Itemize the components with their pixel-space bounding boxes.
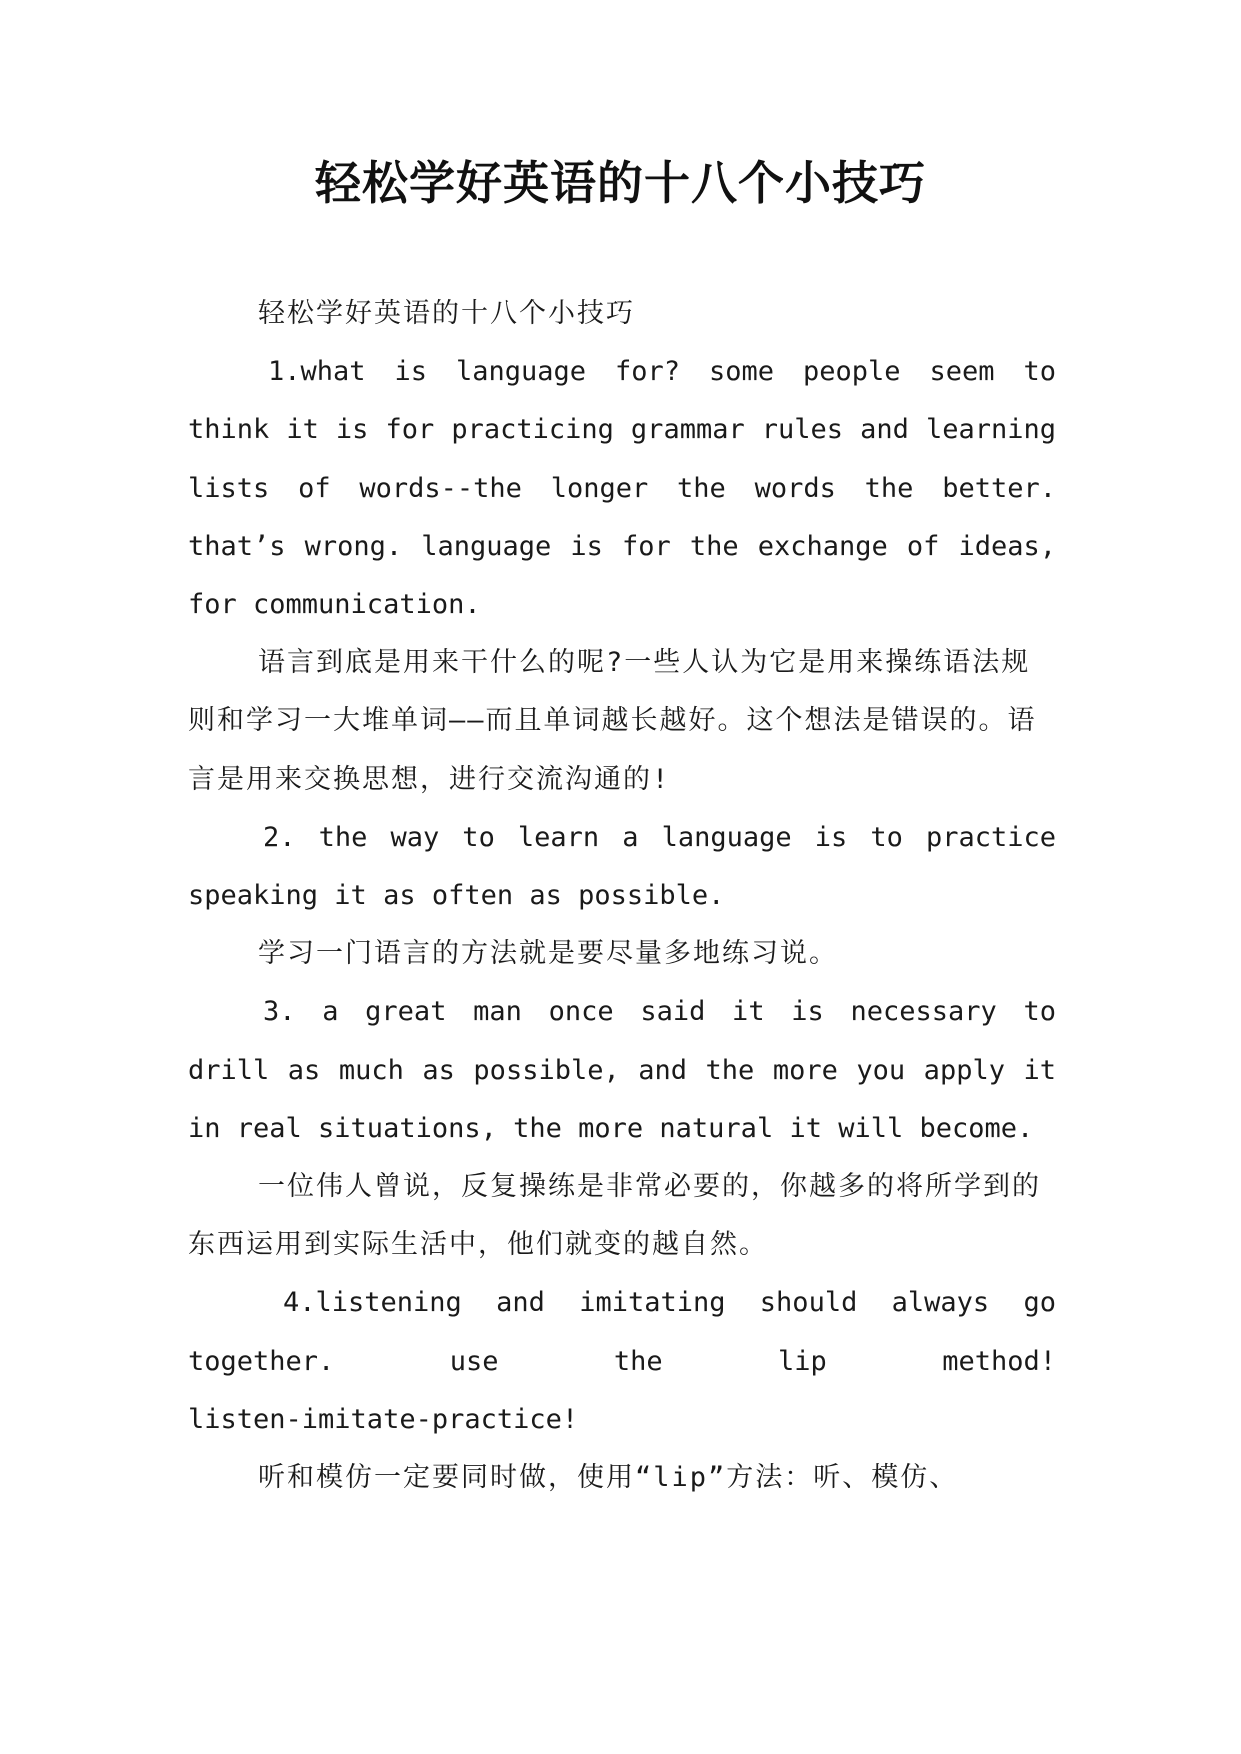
tip-3-chinese: 一位伟人曾说，反复操练是非常必要的，你越多的将所学到的东西运用到实际生活中，他们就变的越自然。 <box>188 1171 1041 1261</box>
tip-1-english: 1.what is language for? some people seem to think it is for practicing grammar rules and learning lists of words--the longer the words the better. that’s wrong. language is for the exchange of ideas, for communication. <box>188 356 1056 621</box>
document-title: 轻松学好英语的十八个小技巧 <box>315 156 926 210</box>
tip-2-english: 2. the way to learn a language is to practice speaking it as often as possible. <box>188 821 1056 912</box>
tip-4-chinese: 听和模仿一定要同时做，使用“lip”方法：听、模仿、 <box>258 1462 959 1494</box>
tip-2-chinese: 学习一门语言的方法就是要尽量多地练习说。 <box>258 938 838 970</box>
document-subtitle: 轻松学好英语的十八个小技巧 <box>258 298 635 329</box>
document-body <box>188 285 1056 1507</box>
tip-3-english: 3. a great man once said it is necessary to drill as much as possible, and the more you apply it in real situations, the more natural it will become. <box>188 996 1056 1144</box>
tip-4-english-cont: listen-imitate-practice! <box>188 1403 579 1435</box>
tip-4-english-line: 4.listening and imitating should always go together. use the lip method! <box>188 1287 1056 1377</box>
tip-1-chinese: 语言到底是用来干什么的呢?一些人认为它是用来操练语法规则和学习一大堆单词——而且单词越长越好。这个想法是错误的。语言是用来交换思想，进行交流沟通的! <box>188 647 1037 795</box>
tip-4-english <box>188 1274 1056 1390</box>
